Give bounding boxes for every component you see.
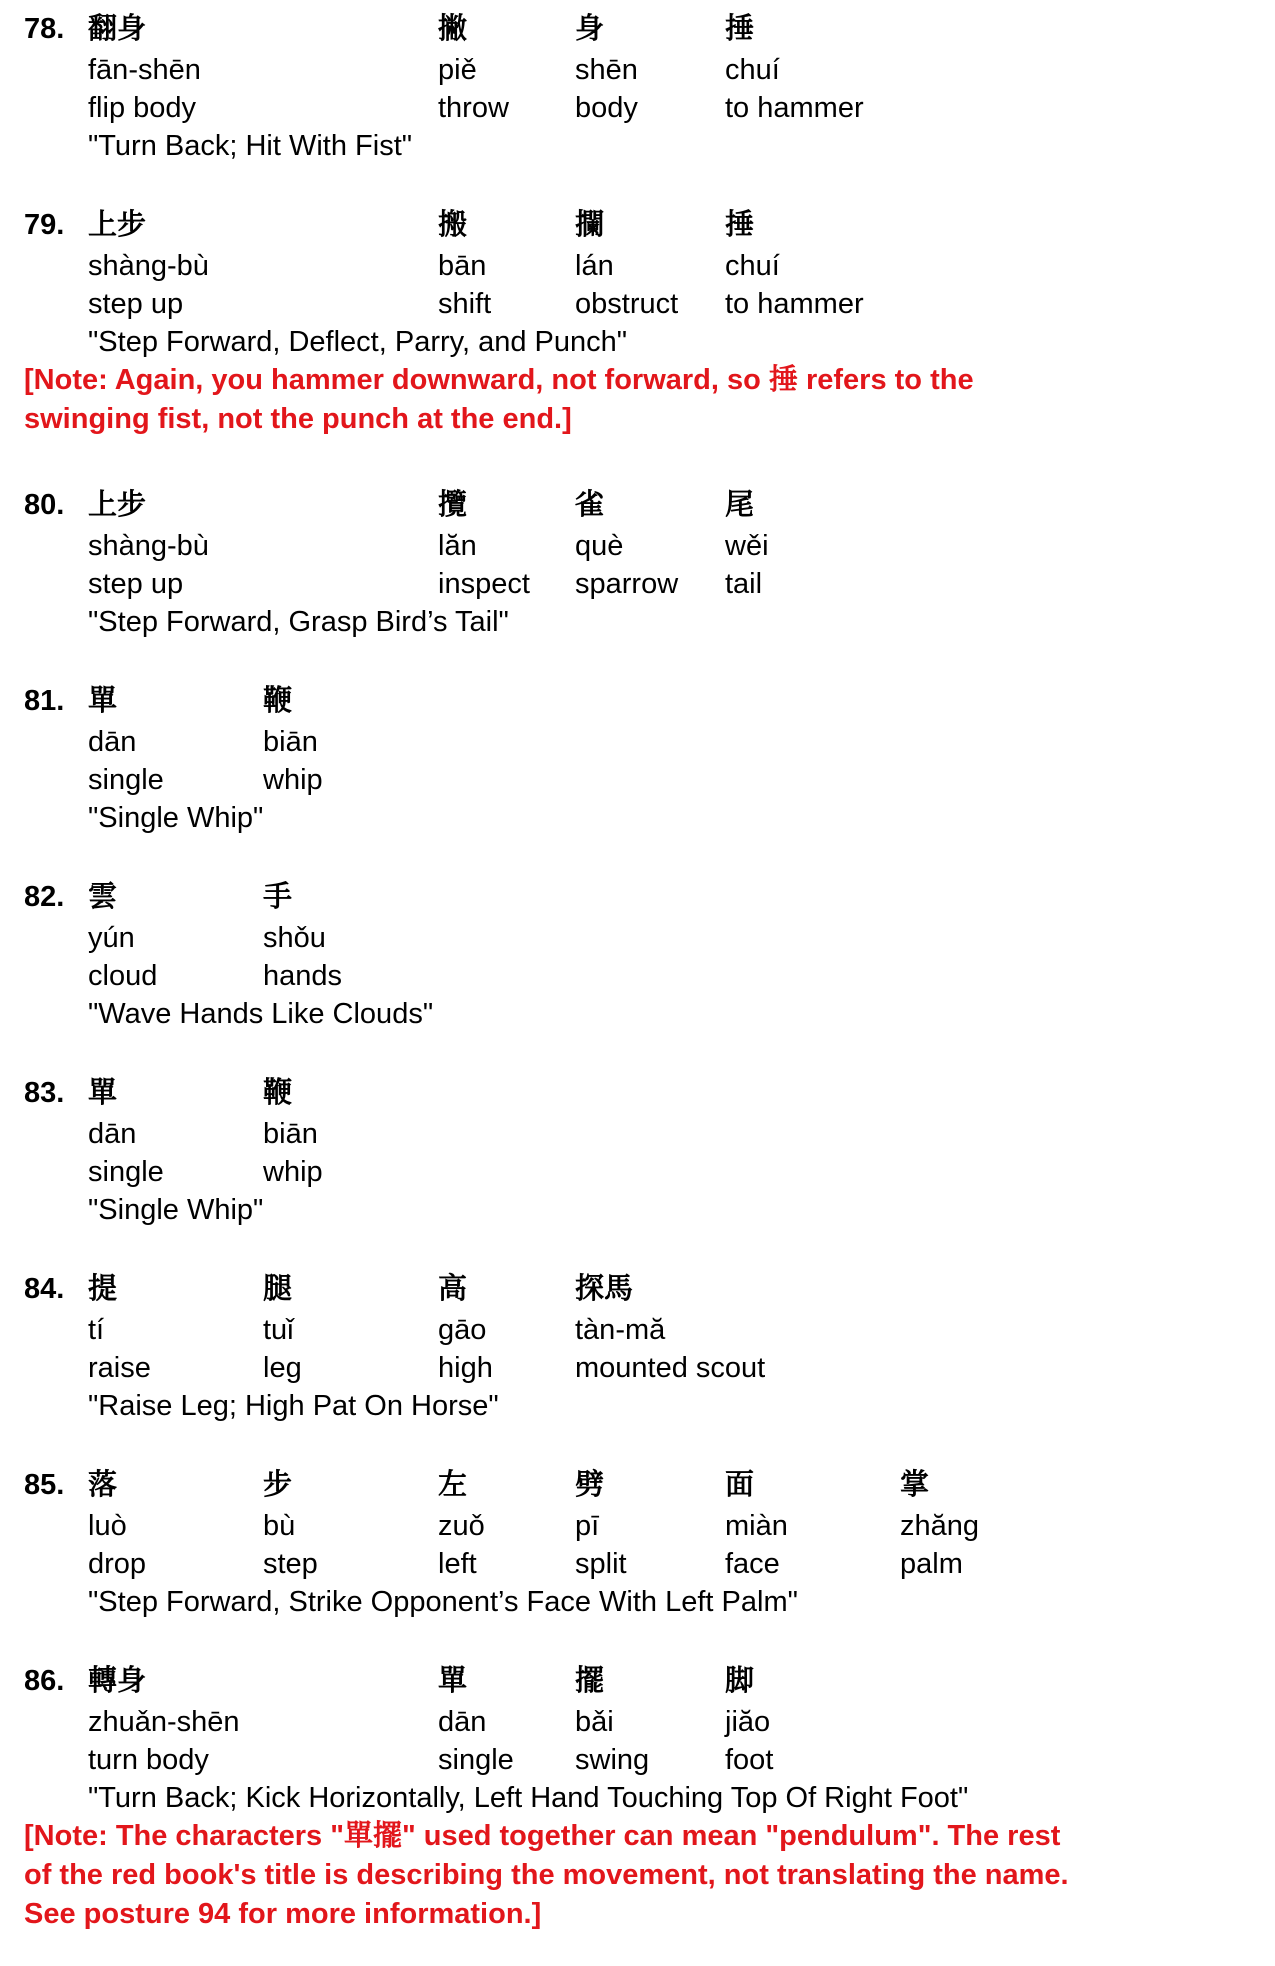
pinyin-word: lán: [575, 250, 614, 282]
chinese-characters: 脚: [725, 1665, 755, 1697]
chinese-characters: 捶: [725, 209, 755, 241]
pinyin-word: biān: [263, 1118, 318, 1150]
posture-number: 83.: [24, 1077, 65, 1109]
red-note-line: See posture 94 for more information.]: [24, 1898, 542, 1930]
english-gloss: whip: [263, 764, 323, 796]
english-gloss: mounted scout: [575, 1352, 766, 1384]
english-gloss: high: [438, 1352, 493, 1384]
chinese-characters: 高: [438, 1273, 468, 1305]
chinese-characters: 單: [438, 1665, 468, 1697]
english-gloss: step up: [88, 568, 184, 600]
english-gloss: obstruct: [575, 288, 679, 320]
pinyin-word: tàn-mă: [575, 1314, 666, 1346]
chinese-characters: 上步: [88, 489, 147, 521]
posture-translation: "Wave Hands Like Clouds": [88, 998, 434, 1030]
chinese-characters: 攔: [575, 209, 605, 241]
pinyin-word: shàng-bù: [88, 250, 209, 282]
english-gloss: face: [725, 1548, 780, 1580]
red-note-line: swinging fist, not the punch at the end.]: [24, 403, 572, 435]
pinyin-word: bù: [263, 1510, 296, 1542]
chinese-characters: 左: [438, 1469, 468, 1501]
chinese-characters: 身: [575, 13, 605, 45]
chinese-characters: 腿: [263, 1273, 293, 1305]
english-gloss: split: [575, 1548, 627, 1580]
english-gloss: step: [263, 1548, 318, 1580]
pinyin-word: fān-shēn: [88, 54, 201, 86]
pinyin-word: chuí: [725, 250, 780, 282]
posture-translation: "Raise Leg; High Pat On Horse": [88, 1390, 499, 1422]
pinyin-word: miàn: [725, 1510, 788, 1542]
chinese-characters: 落: [88, 1469, 118, 1501]
chinese-characters: 攬: [438, 489, 468, 521]
chinese-characters: 掌: [900, 1469, 930, 1501]
pinyin-word: dān: [88, 726, 137, 758]
pinyin-word: yún: [88, 922, 135, 954]
posture-number: 81.: [24, 685, 65, 717]
posture-number: 85.: [24, 1469, 65, 1501]
pinyin-word: zhuǎn-shēn: [88, 1706, 240, 1738]
chinese-characters: 面: [725, 1469, 755, 1501]
pinyin-word: tuǐ: [263, 1314, 294, 1346]
posture-translation: "Step Forward, Deflect, Parry, and Punch": [88, 326, 628, 358]
english-gloss: single: [88, 764, 164, 796]
chinese-characters: 雀: [575, 489, 605, 521]
english-gloss: to hammer: [725, 288, 864, 320]
pinyin-word: bān: [438, 250, 487, 282]
posture-number: 86.: [24, 1665, 65, 1697]
red-note-line: [Note: Again, you hammer downward, not forward, so 捶 refers to the: [24, 364, 974, 396]
english-gloss: to hammer: [725, 92, 864, 124]
chinese-characters: 擺: [575, 1665, 605, 1697]
pinyin-word: wěi: [725, 530, 769, 562]
chinese-characters: 翻身: [88, 13, 147, 45]
chinese-characters: 手: [263, 881, 293, 913]
pinyin-word: zhăng: [900, 1510, 980, 1542]
red-note-line: [Note: The characters "單擺" used together can mean "pendulum". The rest: [24, 1820, 1061, 1852]
english-gloss: hands: [263, 960, 343, 992]
pinyin-word: piě: [438, 54, 477, 86]
english-gloss: turn body: [88, 1744, 209, 1776]
pinyin-word: bǎi: [575, 1706, 614, 1738]
pinyin-word: pī: [575, 1510, 600, 1542]
english-gloss: whip: [263, 1156, 323, 1188]
posture-translation: "Step Forward, Strike Opponent’s Face With Left Palm": [88, 1586, 798, 1618]
posture-translation: "Single Whip": [88, 802, 264, 834]
english-gloss: left: [438, 1548, 477, 1580]
pinyin-word: shàng-bù: [88, 530, 209, 562]
posture-number: 78.: [24, 13, 65, 45]
pinyin-word: chuí: [725, 54, 780, 86]
english-gloss: single: [438, 1744, 514, 1776]
english-gloss: throw: [438, 92, 509, 124]
chinese-characters: 捶: [725, 13, 755, 45]
english-gloss: tail: [725, 568, 763, 600]
pinyin-word: biān: [263, 726, 318, 758]
english-gloss: drop: [88, 1548, 147, 1580]
pinyin-word: zuǒ: [438, 1510, 485, 1542]
chinese-characters: 探馬: [575, 1273, 634, 1305]
chinese-characters: 步: [263, 1469, 293, 1501]
english-gloss: step up: [88, 288, 184, 320]
english-gloss: single: [88, 1156, 164, 1188]
red-note-line: of the red book's title is describing the movement, not translating the name.: [24, 1859, 1069, 1891]
chinese-characters: 轉身: [88, 1665, 147, 1697]
english-gloss: foot: [725, 1744, 774, 1776]
english-gloss: inspect: [438, 568, 530, 600]
pinyin-word: dān: [438, 1706, 487, 1738]
chinese-characters: 上步: [88, 209, 147, 241]
pinyin-word: lăn: [438, 530, 477, 562]
posture-translation: "Turn Back; Kick Horizontally, Left Hand Touching Top Of Right Foot": [88, 1782, 969, 1814]
english-gloss: leg: [263, 1352, 302, 1384]
posture-translation: "Single Whip": [88, 1194, 264, 1226]
chinese-characters: 撇: [438, 13, 468, 45]
english-gloss: sparrow: [575, 568, 679, 600]
pinyin-word: shēn: [575, 54, 638, 86]
english-gloss: shift: [438, 288, 492, 320]
english-gloss: body: [575, 92, 638, 124]
english-gloss: palm: [900, 1548, 963, 1580]
chinese-characters: 尾: [725, 489, 755, 521]
pinyin-word: tí: [88, 1314, 105, 1346]
chinese-characters: 雲: [88, 881, 118, 913]
pinyin-word: jiăo: [725, 1706, 771, 1738]
posture-translation: "Step Forward, Grasp Bird’s Tail": [88, 606, 509, 638]
posture-number: 84.: [24, 1273, 65, 1305]
pinyin-word: gāo: [438, 1314, 487, 1346]
posture-number: 82.: [24, 881, 65, 913]
posture-number: 79.: [24, 209, 65, 241]
pinyin-word: luò: [88, 1510, 127, 1542]
posture-translation: "Turn Back; Hit With Fist": [88, 130, 413, 162]
chinese-characters: 劈: [575, 1469, 605, 1501]
english-gloss: swing: [575, 1744, 650, 1776]
chinese-characters: 搬: [438, 209, 468, 241]
chinese-characters: 提: [88, 1273, 118, 1305]
pinyin-word: shǒu: [263, 922, 326, 954]
chinese-characters: 鞭: [263, 1077, 293, 1109]
pinyin-word: dān: [88, 1118, 137, 1150]
pinyin-word: què: [575, 530, 624, 562]
chinese-characters: 單: [88, 1077, 118, 1109]
english-gloss: flip body: [88, 92, 197, 124]
chinese-characters: 單: [88, 685, 118, 717]
chinese-characters: 鞭: [263, 685, 293, 717]
english-gloss: raise: [88, 1352, 151, 1384]
english-gloss: cloud: [88, 960, 158, 992]
posture-number: 80.: [24, 489, 65, 521]
